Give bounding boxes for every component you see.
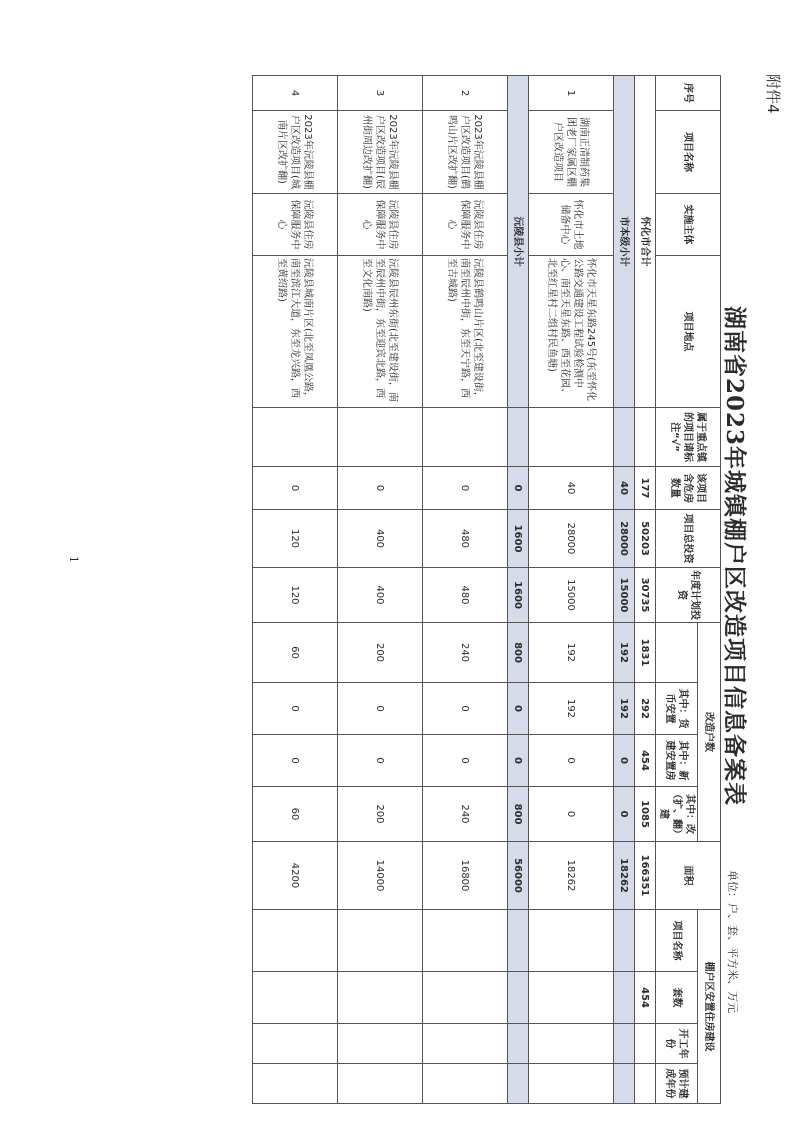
item-total-invest: 400 <box>338 510 423 568</box>
item-annual: 480 <box>423 568 508 623</box>
item-households: 60 <box>253 623 338 683</box>
item-rebuild: 60 <box>253 787 338 842</box>
city-monetary: 192 <box>614 683 635 735</box>
item-location: 沅陵县鹤鸣山片区(北至建设街，南至辰州中街，东至天宁路，西至古城路) <box>423 256 508 408</box>
table-row <box>338 76 423 1104</box>
item-entity: 沅陵县住房保障服务中心 <box>338 194 423 256</box>
header-rebuild: 其中：改（扩、翻）建 <box>656 787 698 842</box>
item-seq: 1 <box>529 76 614 111</box>
total-row <box>635 76 656 1104</box>
item-annual: 120 <box>253 568 338 623</box>
header-entity: 实施主体 <box>656 194 721 256</box>
header-seq: 序号 <box>656 76 721 111</box>
county-monetary: 0 <box>508 683 529 735</box>
county-households: 800 <box>508 623 529 683</box>
county-total-invest: 1600 <box>508 510 529 568</box>
item-location: 沅陵县城南片区(北至凤凰公路，南至滨江大道，东至龙兴路，西至黄绍路) <box>253 256 338 408</box>
header-h-finish: 预计建成年份 <box>656 1064 698 1104</box>
item-entity: 沅陵县住房保障服务中心 <box>253 194 338 256</box>
item-households: 192 <box>529 623 614 683</box>
header-key-town: 属于重点镇的项目请标注“√” <box>656 408 721 467</box>
total-label: 怀化市合计 <box>635 76 656 408</box>
county-new-build: 0 <box>508 735 529 787</box>
item-total-invest: 480 <box>423 510 508 568</box>
item-seq: 2 <box>423 76 508 111</box>
city-label: 市本级小计 <box>614 76 635 408</box>
item-location: 怀化市天星东路245号(东至怀化公路交通建设工程试验检测中心、南至天星东路、西至花园、北至红星村二组村民鱼塘) <box>529 256 614 408</box>
item-entity: 怀化市土地储备中心 <box>529 194 614 256</box>
table-row <box>253 76 338 1104</box>
header-dangerous: 该项目含危房数量 <box>656 467 721 510</box>
header-annual-invest: 年度计划投资 <box>656 568 721 623</box>
item-new-build: 0 <box>529 735 614 787</box>
city-annual: 15000 <box>614 568 635 623</box>
total-monetary: 292 <box>635 683 656 735</box>
header-monetary: 其中：货币安置 <box>656 683 698 735</box>
item-total-invest: 28000 <box>529 510 614 568</box>
item-new-build: 0 <box>338 735 423 787</box>
item-annual: 15000 <box>529 568 614 623</box>
item-rebuild: 240 <box>423 787 508 842</box>
total-area: 166351 <box>635 842 656 910</box>
total-annual: 30735 <box>635 568 656 623</box>
page-title: 湖南省2023年城镇棚户区改造项目信息备案表 <box>721 306 748 807</box>
item-monetary: 0 <box>338 683 423 735</box>
county-annual: 1600 <box>508 568 529 623</box>
city-new-build: 0 <box>614 735 635 787</box>
item-name: 2023年沅陵县棚户区改造项目(鹤鸣山片区改扩翻) <box>423 111 508 194</box>
item-rebuild: 0 <box>529 787 614 842</box>
item-area: 4200 <box>253 842 338 910</box>
city-total-invest: 28000 <box>614 510 635 568</box>
city-rebuild: 0 <box>614 787 635 842</box>
item-name: 2023年沅陵县棚户区改造项目(辰州街周边改扩翻) <box>338 111 423 194</box>
item-dangerous: 0 <box>253 467 338 510</box>
annex-label: 附件4 <box>764 74 782 114</box>
county-label: 沅陵县小计 <box>508 76 529 408</box>
item-monetary: 0 <box>253 683 338 735</box>
total-invest: 50203 <box>635 510 656 568</box>
city-area: 18262 <box>614 842 635 910</box>
table-row <box>529 76 614 1104</box>
county-rebuild: 800 <box>508 787 529 842</box>
item-total-invest: 120 <box>253 510 338 568</box>
item-name: 2023年沅陵县棚户区改造项目(城南片区改扩翻) <box>253 111 338 194</box>
header-h-sets: 套数 <box>656 972 698 1024</box>
item-new-build: 0 <box>253 735 338 787</box>
city-households: 192 <box>614 623 635 683</box>
header-total-invest: 项目总投资 <box>656 510 721 568</box>
header-h-name: 项目名称 <box>656 910 698 972</box>
item-households: 240 <box>423 623 508 683</box>
item-dangerous: 40 <box>529 467 614 510</box>
table-row <box>423 76 508 1104</box>
item-entity: 沅陵县住房保障服务中心 <box>423 194 508 256</box>
city-subtotal-row <box>614 76 635 1104</box>
total-new-build: 454 <box>635 735 656 787</box>
item-rebuild: 200 <box>338 787 423 842</box>
item-new-build: 0 <box>423 735 508 787</box>
project-table <box>252 75 721 1104</box>
header-location: 项目地点 <box>656 256 721 408</box>
total-households: 1831 <box>635 623 656 683</box>
header-name: 项目名称 <box>656 111 721 194</box>
county-dangerous: 0 <box>508 467 529 510</box>
total-h-sets: 454 <box>635 972 656 1024</box>
item-seq: 3 <box>338 76 423 111</box>
item-dangerous: 0 <box>338 467 423 510</box>
item-monetary: 192 <box>529 683 614 735</box>
unit-note: 单位：户、套、平方米、万元 <box>726 870 739 1013</box>
city-dangerous: 40 <box>614 467 635 510</box>
item-monetary: 0 <box>423 683 508 735</box>
item-seq: 4 <box>253 76 338 111</box>
item-households: 200 <box>338 623 423 683</box>
county-subtotal-row <box>508 76 529 1104</box>
county-area: 56000 <box>508 842 529 910</box>
header-row-1 <box>698 76 721 1104</box>
header-renovation-group: 改造户数 <box>698 623 721 842</box>
page-number: 1 <box>67 556 80 563</box>
item-dangerous: 0 <box>423 467 508 510</box>
total-dangerous: 177 <box>635 467 656 510</box>
item-area: 16800 <box>423 842 508 910</box>
item-location: 沅陵县辰州东街(北至建设街，南至辰州中街，东至迎宾北路，西至文化南路) <box>338 256 423 408</box>
item-area: 14000 <box>338 842 423 910</box>
header-area: 面积 <box>656 842 721 910</box>
item-name: 湖南正清制药集团老厂家属区棚户区改造项目 <box>529 111 614 194</box>
item-annual: 400 <box>338 568 423 623</box>
header-new-build: 其中：新建安置房 <box>656 735 698 787</box>
total-rebuild: 1085 <box>635 787 656 842</box>
header-households <box>656 623 698 683</box>
header-h-start: 开工年份 <box>656 1024 698 1064</box>
header-housing-group: 棚户区安置住房建设 <box>698 910 721 1104</box>
item-area: 18262 <box>529 842 614 910</box>
